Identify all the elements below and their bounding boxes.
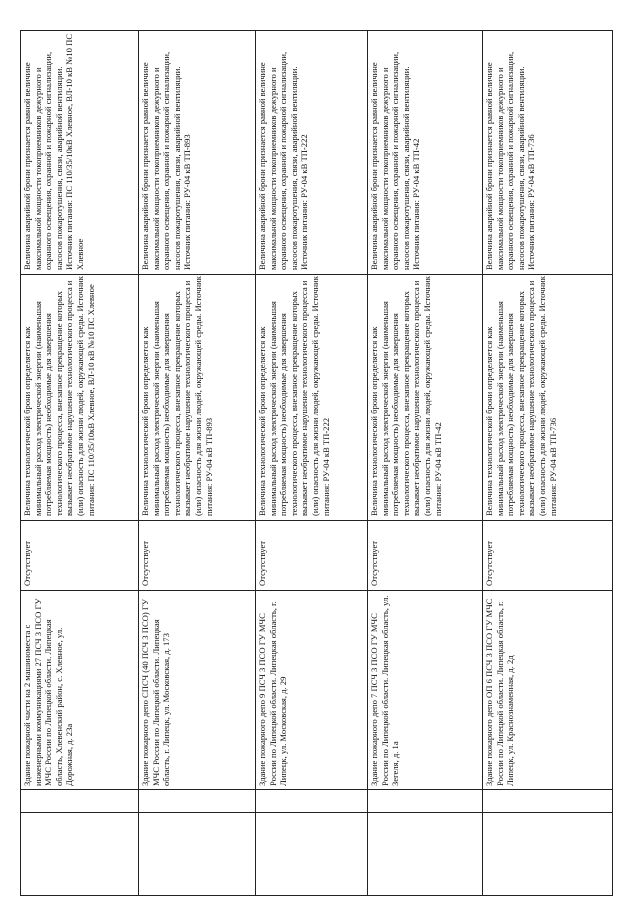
tech-reserve-cell	[22, 276, 136, 518]
object-text: Здание пожарного депо СПСЧ (40 ПСЧ 3 ПСО) ГУ МЧС России по Липецкой области. Липецкая область, г. Липецк, ул. Московская, д. 173	[140, 599, 172, 786]
object-text: Здание пожарного депо 9 ПСЧ 3 ПСО ГУ МЧС России по Липецкой области. Липецкая область, г. Липецк, ул. Московская, д. 29	[257, 601, 289, 786]
tech-reserve-cell	[140, 276, 253, 518]
status-text: Отсутствует	[22, 540, 32, 586]
status-text: Отсутствует	[369, 540, 379, 586]
row-divider	[482, 30, 483, 896]
status-text: Отсутствует	[140, 540, 150, 586]
tech-reserve-cell	[257, 276, 365, 518]
column-divider	[20, 274, 612, 275]
tech-reserve-cell	[369, 276, 480, 518]
column-divider	[20, 590, 612, 591]
table-top-border	[20, 30, 612, 31]
object-cell	[257, 592, 365, 788]
status-cell	[369, 522, 480, 588]
column-divider	[20, 789, 612, 790]
emergency-reserve-cell	[484, 32, 610, 272]
row-divider	[367, 30, 368, 896]
emergency-reserve-cell	[369, 32, 480, 272]
table-left-border	[20, 30, 21, 896]
tech-reserve-text: Величина технологической брони определяется как минимальный расход электрической энергии (наименьшая потребляемая мощность) необходимые для завершения технологического процесса, внезапное прекращение которых вызывает необратимое нарушение технологического процесса и (или) опасность для жизни людей, окружающей среды. Источник питания: РУ-04 кВ ТП-736	[484, 276, 558, 516]
emergency-reserve-cell	[257, 32, 365, 272]
tech-reserve-text: Величина технологической брони определяется как минимальный расход электрической энергии (наименьшая потребляемая мощность) необходимые для завершения технологического процесса, внезапное прекращение которых вызывает необратимое нарушение технологического процесса и (или) опасность для жизни людей, окружающей среды. Источник питания: РУ-04 кВ ТП-42	[369, 276, 443, 516]
row-divider	[138, 30, 139, 896]
emergency-reserve-text: Величина аварийной брони признается равной величине максимальной мощности токоприемников дежурного и охранного освещения, охранной и пожарной сигнализации, насосов пожаротушения, связи, аварийной вентиляции. Источник питания: ПС 110/35/10кВ Хлевное, ВЛ-10 кВ №10 ПС Хлевное	[22, 33, 85, 270]
object-cell	[140, 592, 253, 788]
table-right-border	[612, 30, 613, 896]
status-text: Отсутствует	[484, 540, 494, 586]
column-divider	[20, 520, 612, 521]
status-cell	[257, 522, 365, 588]
emergency-reserve-text: Величина аварийной брони признается равной величине максимальной мощности токоприемников дежурного и охранного освещения, охранной и пожарной сигнализации, насосов пожаротушения, связи, аварийной вентиляции. Источник питания: РУ-04 кВ ТП-736	[484, 51, 537, 270]
tech-reserve-cell	[484, 276, 610, 518]
status-cell	[140, 522, 253, 588]
object-cell	[369, 592, 480, 788]
object-cell	[22, 592, 136, 788]
object-cell	[484, 592, 610, 788]
status-cell	[484, 522, 610, 588]
emergency-reserve-cell	[140, 32, 253, 272]
emergency-reserve-cell	[22, 32, 136, 272]
object-text: Здание пожарной части на 2 машиноместа с инженерными коммуникациями 27 ПСЧ 3 ПСО ГУ МЧС России по Липецкой области. Липецкая область, Хлевенский район, с. Хлевное, ул. Дорожная, д. 23а	[22, 598, 75, 786]
emergency-reserve-text: Величина аварийной брони признается равной величине максимальной мощности токоприемников дежурного и охранного освещения, охранной и пожарной сигнализации, насосов пожаротушения, связи, аварийной вентиляции. Источник питания: РУ-04 кВ ТП-42	[369, 51, 422, 270]
lower-divider	[20, 812, 612, 813]
status-text: Отсутствует	[257, 540, 267, 586]
table-bottom-border	[20, 895, 612, 896]
row-divider	[255, 30, 256, 896]
tech-reserve-text: Величина технологической брони определяется как минимальный расход электрической энергии (наименьшая потребляемая мощность) необходимые для завершения технологического процесса, внезапное прекращение которых вызывает необратимое нарушение технологического процесса и (или) опасность для жизни людей, окружающей среды. Источник питания: ПС 110/35/10кВ Хлевное, ВЛ-10 кВ №10 ПС Хлевное	[22, 276, 96, 516]
emergency-reserve-text: Величина аварийной брони признается равной величине максимальной мощности токоприемников дежурного и охранного освещения, охранной и пожарной сигнализации, насосов пожаротушения, связи, аварийной вентиляции. Источник питания: РУ-04 кВ ТП-893	[140, 51, 193, 270]
object-text: Здание пожарного депо ОП 6 ПСЧ 3 ПСО ГУ МЧС России по Липецкой области. Липецкая область, г. Липецк, ул. Краснознаменная, д. 2д	[484, 598, 516, 786]
tech-reserve-text: Величина технологической брони определяется как минимальный расход электрической энергии (наименьшая потребляемая мощность) необходимые для завершения технологического процесса, внезапное прекращение которых вызывает необратимое нарушение технологического процесса и (или) опасность для жизни людей, окружающей среды. Источник питания: РУ-04 кВ ТП-893	[140, 276, 214, 516]
emergency-reserve-text: Величина аварийной брони признается равной величине максимальной мощности токоприемников дежурного и охранного освещения, охранной и пожарной сигнализации, насосов пожаротушения, связи, аварийной вентиляции. Источник питания: РУ-04 кВ ТП-222	[257, 51, 310, 270]
object-text: Здание пожарного депо 7 ПСЧ 3 ПСО ГУ МЧС России по Липецкой области. Липецкая область, ул. Зегеля, д. 1а	[369, 595, 401, 786]
tech-reserve-text: Величина технологической брони определяется как минимальный расход электрической энергии (наименьшая потребляемая мощность) необходимые для завершения технологического процесса, внезапное прекращение которых вызывает необратимое нарушение технологического процесса и (или) опасность для жизни людей, окружающей среды. Источник питания: РУ-04 кВ ТП-222	[257, 276, 331, 516]
status-cell	[22, 522, 136, 588]
